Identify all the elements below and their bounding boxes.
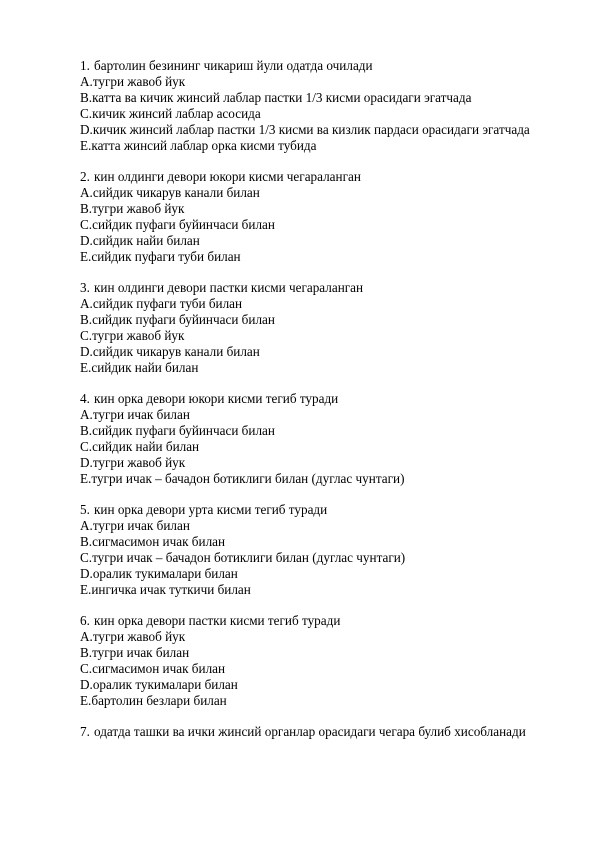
option-text: тугри жавоб йук [92,74,186,89]
option-letter: A. [80,74,93,89]
answer-option-a [80,518,536,534]
option-letter: B. [80,90,93,105]
answer-option-b [80,90,536,106]
option-letter: D. [80,566,93,581]
answer-option-d [80,344,536,360]
question-text: кин орка девори урта кисми тегиб туради [94,502,328,517]
answer-option-d [80,566,536,582]
option-text: оралик тукималари билан [92,677,238,692]
question-number: 4. [80,391,90,406]
option-text: тугри жавоб йук [92,629,186,644]
question-number: 2. [80,169,90,184]
question-text: кин орка девори пастки кисми тегиб туради [94,613,341,628]
answer-option-c [80,439,536,455]
question-7 [80,724,536,740]
answer-option-d [80,122,536,138]
option-letter: B. [80,201,93,216]
option-letter: E. [80,138,92,153]
question-2 [80,169,536,265]
option-letter: D. [80,455,93,470]
option-text: катта жинсий лаблар орка кисми тубида [91,138,317,153]
option-text: сийдик найи билан [91,360,199,375]
option-text: сийдик пуфаги буйинчаси билан [92,312,275,327]
question-stem [80,391,536,407]
option-text: кичик жинсий лаблар асосида [92,106,261,121]
answer-option-e [80,360,536,376]
answer-option-b [80,423,536,439]
option-text: сийдик найи билан [92,233,200,248]
answer-option-b [80,534,536,550]
option-text: сийдик пуфаги туби билан [91,249,241,264]
question-number: 6. [80,613,90,628]
option-text: тугри ичак билан [92,518,190,533]
option-text: тугри жавоб йук [92,328,185,343]
option-text: сийдик чикарув канали билан [92,344,260,359]
option-text: тугри ичак билан [92,407,190,422]
answer-option-a [80,74,536,90]
answer-option-b [80,312,536,328]
question-stem [80,613,536,629]
option-letter: C. [80,439,93,454]
question-3 [80,280,536,376]
option-letter: E. [80,471,92,486]
question-4 [80,391,536,487]
option-letter: B. [80,645,93,660]
answer-option-e [80,693,536,709]
answer-option-d [80,233,536,249]
question-text: бартолин безининг чикариш йули одатда очилади [94,58,373,73]
option-text: сийдик чикарув канали билан [92,185,260,200]
answer-option-d [80,455,536,471]
option-letter: E. [80,360,92,375]
option-letter: E. [80,582,92,597]
option-text: оралик тукималари билан [92,566,238,581]
answer-option-a [80,629,536,645]
option-letter: C. [80,106,93,121]
option-letter: B. [80,534,93,549]
option-text: сигмасимон ичак билан [92,534,226,549]
option-letter: D. [80,677,93,692]
option-text: тугри жавоб йук [92,455,186,470]
option-text: тугри жавоб йук [92,201,185,216]
question-text: кин олдинги девори юкори кисми чегараланган [94,169,361,184]
option-letter: C. [80,217,93,232]
answer-option-b [80,201,536,217]
question-text: одатда ташки ва ички жинсий органлар орасидаги чегара булиб хисобланади [94,724,526,739]
question-stem [80,502,536,518]
option-text: тугри ичак – бачадон ботиклиги билан (дуглас чунтаги) [92,550,406,565]
answer-option-a [80,185,536,201]
option-letter: C. [80,550,93,565]
question-number: 5. [80,502,90,517]
answer-option-b [80,645,536,661]
option-letter: A. [80,296,93,311]
option-letter: B. [80,423,93,438]
question-number: 1. [80,58,90,73]
option-letter: E. [80,693,92,708]
answer-option-e [80,249,536,265]
option-letter: B. [80,312,93,327]
question-6 [80,613,536,709]
option-text: сигмасимон ичак билан [92,661,226,676]
answer-option-c [80,217,536,233]
answer-option-c [80,106,536,122]
question-stem [80,169,536,185]
option-text: тугри ичак – бачадон ботиклиги билан (дуглас чунтаги) [91,471,405,486]
option-text: сийдик пуфаги туби билан [92,296,243,311]
question-number: 7. [80,724,90,739]
option-letter: A. [80,185,93,200]
answer-option-a [80,296,536,312]
question-stem [80,724,536,740]
option-letter: D. [80,344,93,359]
option-letter: D. [80,233,93,248]
question-1 [80,58,536,154]
option-letter: A. [80,629,93,644]
answer-option-e [80,582,536,598]
option-text: тугри ичак билан [92,645,190,660]
question-text: кин орка девори юкори кисми тегиб туради [94,391,339,406]
option-text: кичик жинсий лаблар пастки 1/3 кисми ва кизлик пардаси орасидаги эгатчада [92,122,530,137]
answer-option-c [80,328,536,344]
answer-option-a [80,407,536,423]
option-letter: A. [80,407,93,422]
answer-option-c [80,550,536,566]
option-letter: D. [80,122,93,137]
answer-option-e [80,471,536,487]
question-number: 3. [80,280,90,295]
option-letter: A. [80,518,93,533]
question-stem [80,280,536,296]
answer-option-d [80,677,536,693]
question-stem [80,58,536,74]
option-text: катта ва кичик жинсий лаблар пастки 1/3 кисми орасидаги эгатчада [92,90,472,105]
option-letter: E. [80,249,92,264]
option-text: сийдик найи билан [92,439,200,454]
answer-option-e [80,138,536,154]
option-text: бартолин безлари билан [91,693,227,708]
answer-option-c [80,661,536,677]
option-text: сийдик пуфаги буйинчаси билан [92,423,275,438]
question-text: кин олдинги девори пастки кисми чегараланган [94,280,364,295]
option-text: сийдик пуфаги буйинчаси билан [92,217,275,232]
question-5 [80,502,536,598]
option-letter: C. [80,661,93,676]
option-text: ингичка ичак туткичи билан [91,582,251,597]
option-letter: C. [80,328,93,343]
